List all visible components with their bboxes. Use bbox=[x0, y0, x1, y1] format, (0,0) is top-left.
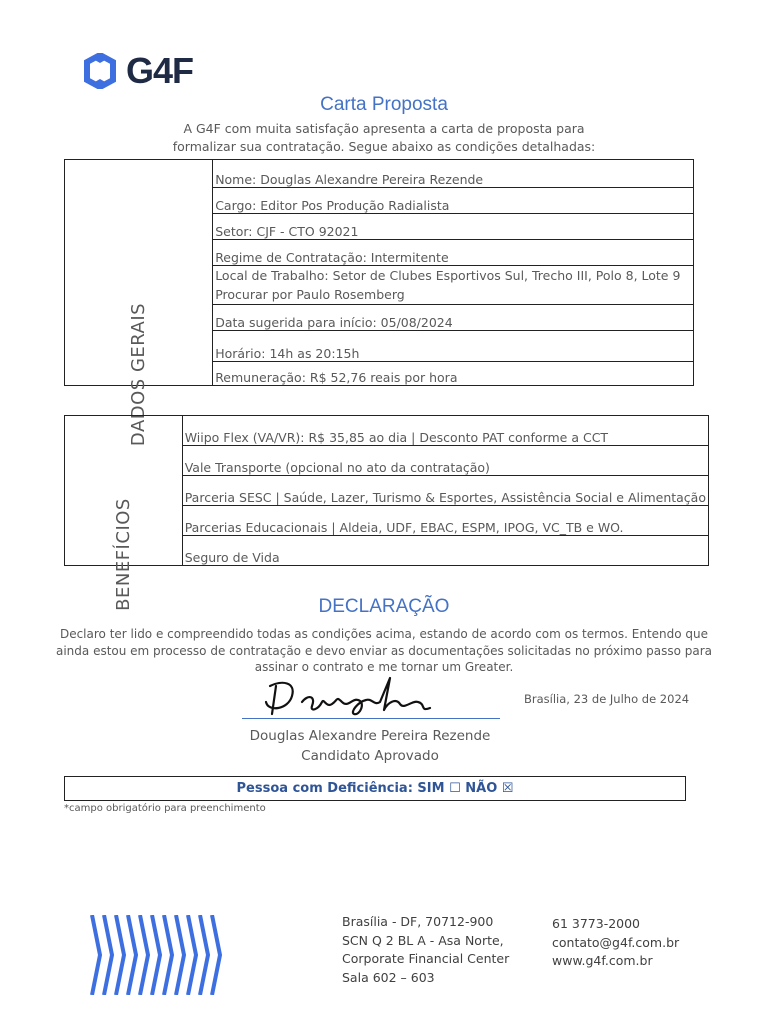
footer-contact bbox=[552, 915, 679, 971]
signer-role: Candidato Aprovado bbox=[301, 748, 439, 764]
intro-line: A G4F com muita satisfação apresenta a carta de proposta para bbox=[183, 121, 585, 136]
field-cargo: Cargo: Editor Pos Produção Radialista bbox=[213, 188, 694, 214]
signature-line bbox=[242, 718, 500, 719]
benefit-item: Parcerias Educacionais | Aldeia, UDF, EBAC, ESPM, IPOG, VC_TB e WO. bbox=[182, 506, 708, 536]
address-line: Sala 602 – 603 bbox=[342, 969, 435, 985]
benefit-item: Seguro de Vida bbox=[182, 536, 708, 566]
g4f-logo-icon bbox=[80, 53, 120, 89]
declaracao-title: DECLARAÇÃO bbox=[318, 596, 450, 617]
intro-line: formalizar sua contratação. Segue abaixo as condições detalhadas: bbox=[172, 139, 596, 154]
footer-address bbox=[342, 913, 509, 987]
stripes-icon bbox=[88, 915, 228, 995]
dados-gerais-label: DADOS GERAIS bbox=[128, 302, 150, 447]
signer-name: Douglas Alexandre Pereira Rezende bbox=[249, 728, 491, 744]
benefit-item: Wiipo Flex (VA/VR): R$ 35,85 ao dia | Desconto PAT conforme a CCT bbox=[182, 416, 708, 446]
contact-email[interactable]: contato@g4f.com.br bbox=[552, 934, 680, 950]
declaracao-date: Brasília, 23 de Julho de 2024 bbox=[524, 692, 690, 706]
pcd-field: Pessoa com Deficiência: SIM ☐ NÃO ☒ bbox=[64, 776, 686, 801]
beneficios-label: BENEFÍCIOS bbox=[112, 498, 134, 611]
benefit-item: Parceria SESC | Saúde, Lazer, Turismo & Esportes, Assistência Social e Alimentação bbox=[182, 476, 708, 506]
field-data-inicio: Data sugerida para início: 05/08/2024 bbox=[213, 305, 694, 331]
signature-drawing bbox=[262, 672, 462, 718]
address-line: SCN Q 2 BL A - Asa Norte, bbox=[342, 932, 504, 948]
company-logo bbox=[80, 50, 193, 92]
intro-text bbox=[100, 120, 668, 156]
benefit-item: Vale Transporte (opcional no ato da contratação) bbox=[182, 446, 708, 476]
field-regime: Regime de Contratação: Intermitente bbox=[213, 240, 694, 266]
declaracao-text bbox=[40, 626, 728, 676]
field-local bbox=[213, 266, 694, 305]
field-local-contact: Procurar por Paulo Rosemberg bbox=[215, 287, 405, 302]
required-note: *campo obrigatório para preenchimento bbox=[64, 803, 266, 814]
address-line: Corporate Financial Center bbox=[342, 951, 510, 966]
footer-stripes-graphic bbox=[88, 915, 228, 999]
field-local-line: Local de Trabalho: Setor de Clubes Esportivos Sul, Trecho III, Polo 8, Lote 9 bbox=[215, 268, 681, 283]
declaracao-line: Declaro ter lido e compreendido todas as condições acima, estando de acordo com os termos. Entendo que bbox=[59, 627, 709, 641]
declaracao-line: assinar o contrato e me tornar um Greater. bbox=[254, 660, 514, 674]
field-horario: Horário: 14h as 20:15h bbox=[213, 331, 694, 362]
field-remuneracao: Remuneração: R$ 52,76 reais por hora bbox=[213, 362, 694, 386]
signature bbox=[262, 672, 462, 722]
dados-gerais-side bbox=[65, 160, 213, 447]
address-line: Brasília - DF, 70712-900 bbox=[342, 914, 494, 929]
contact-website[interactable]: www.g4f.com.br bbox=[552, 953, 653, 968]
page-title: Carta Proposta bbox=[320, 94, 448, 115]
declaracao-line: ainda estou em processo de contratação e devo enviar as documentações solicitadas no próximo passo para bbox=[55, 643, 713, 658]
field-nome: Nome: Douglas Alexandre Pereira Rezende bbox=[213, 160, 694, 188]
field-setor: Setor: CJF - CTO 92021 bbox=[213, 214, 694, 240]
signer-block bbox=[200, 726, 540, 766]
beneficios-side bbox=[65, 416, 183, 611]
contact-phone: 61 3773-2000 bbox=[552, 916, 641, 931]
logo-text: G4F bbox=[126, 50, 194, 91]
